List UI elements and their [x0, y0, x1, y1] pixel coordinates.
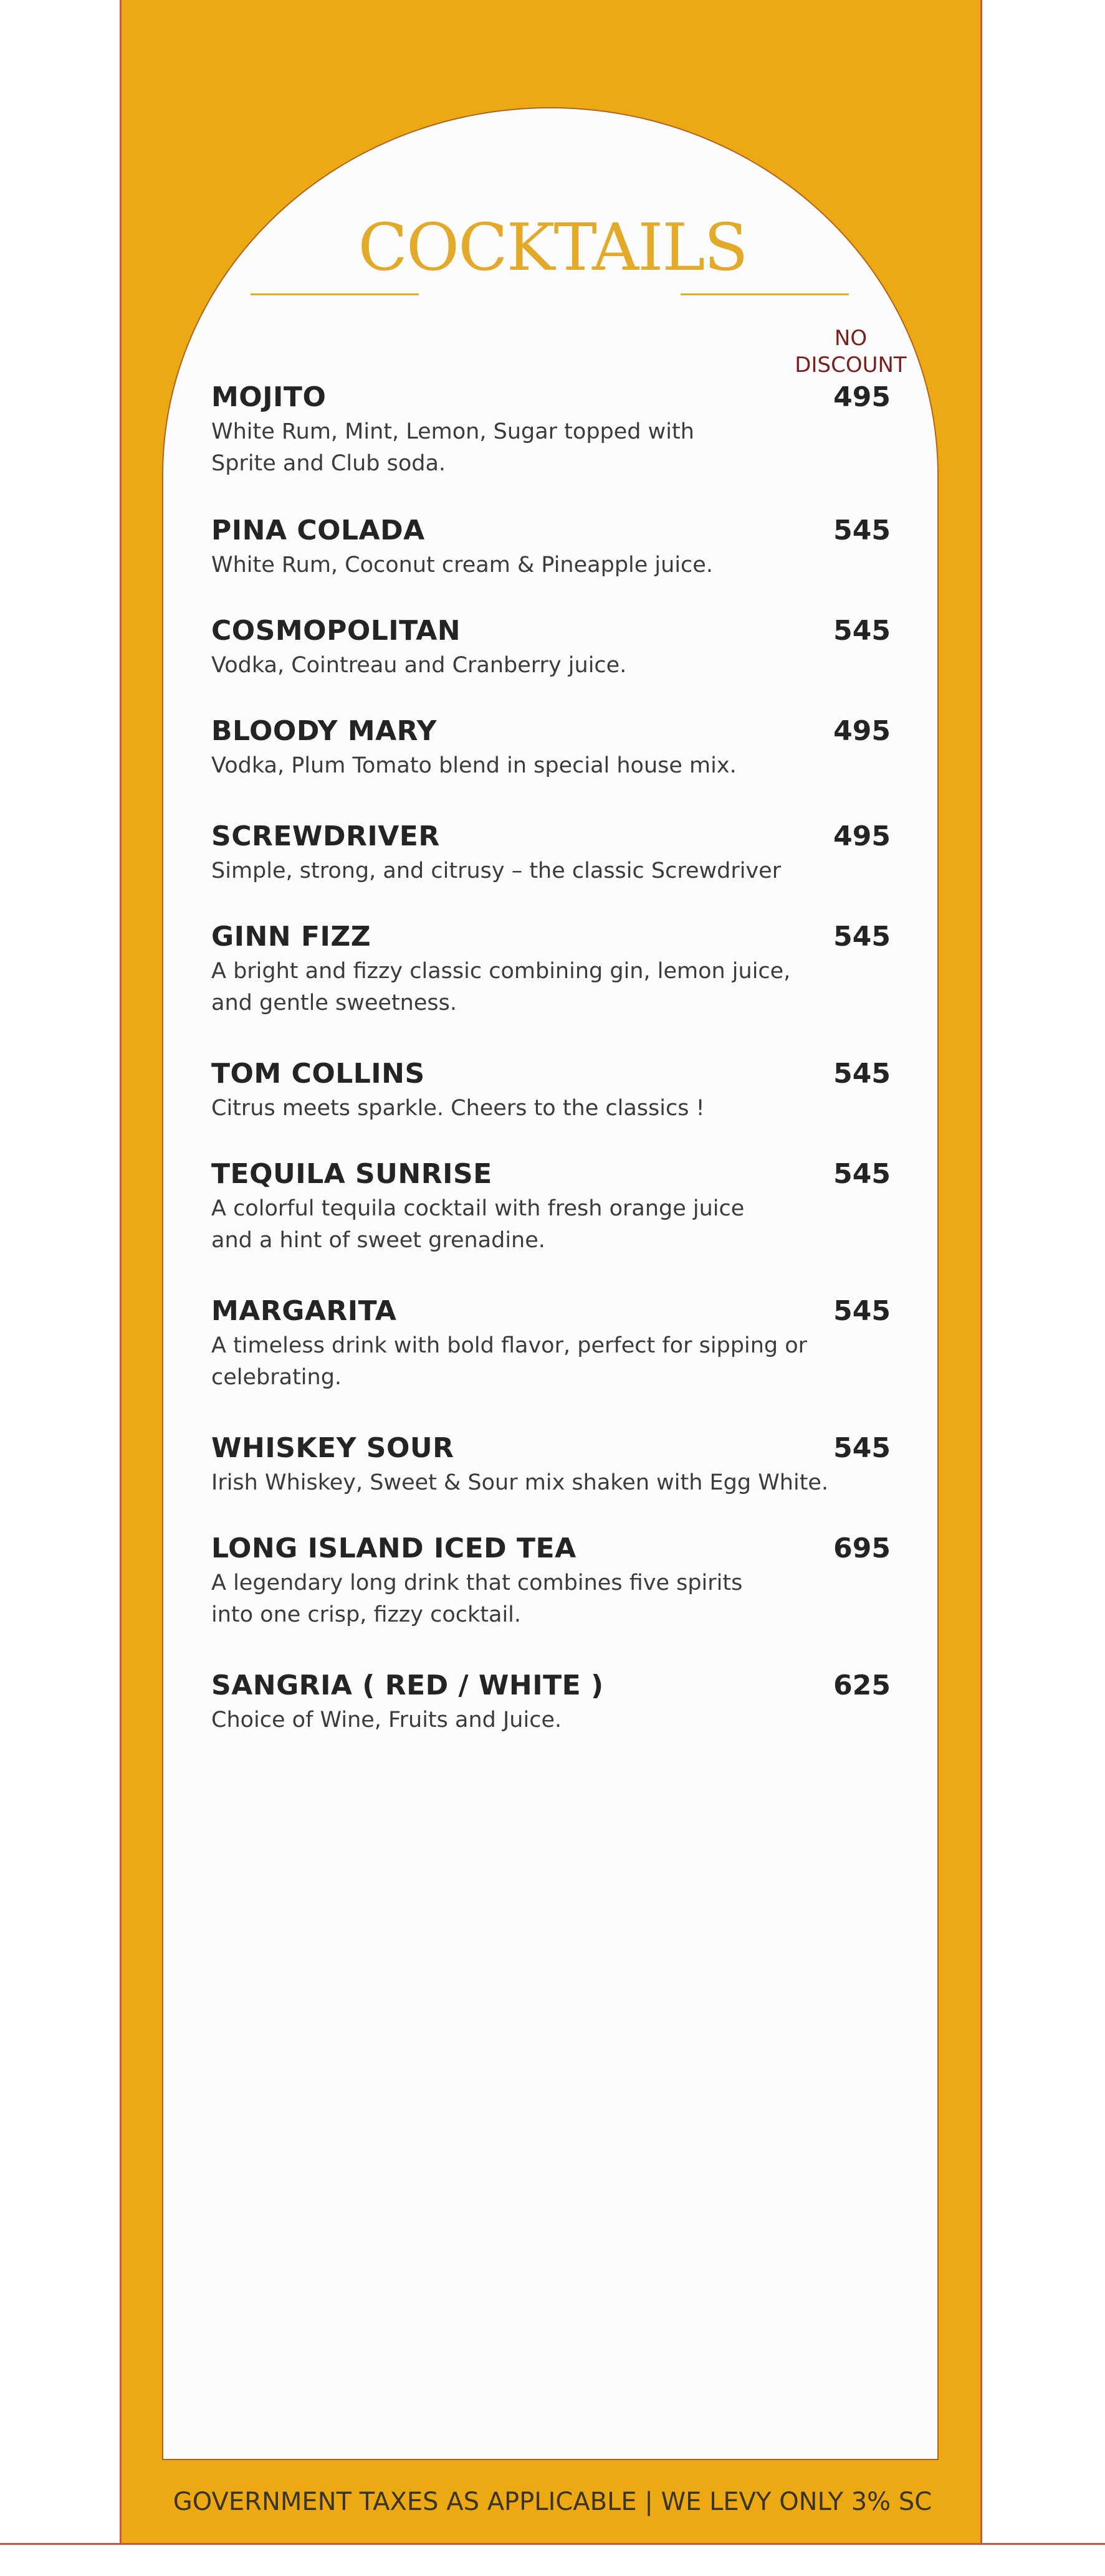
item-description-line: Citrus meets sparkle. Cheers to the classics !: [211, 1096, 705, 1121]
item-description-line: White Rum, Mint, Lemon, Sugar topped with: [211, 419, 694, 444]
title-rule-right: [681, 293, 849, 295]
item-name: WHISKEY SOUR: [211, 1432, 454, 1464]
item-description-line: celebrating.: [211, 1365, 342, 1390]
item-description-line: into one crisp, fizzy cocktail.: [211, 1602, 522, 1627]
item-description: [211, 1193, 744, 1257]
item-name: SANGRIA ( RED / WHITE ): [211, 1670, 604, 1701]
item-description-line: White Rum, Coconut cream & Pineapple juice.: [211, 553, 713, 577]
item-name: TEQUILA SUNRISE: [211, 1158, 492, 1190]
item-price: 545: [833, 515, 891, 546]
item-description-line: A bright and fizzy classic combining gin, lemon juice,: [211, 959, 791, 984]
item-name: LONG ISLAND ICED TEA: [211, 1533, 576, 1564]
item-price: 545: [833, 921, 891, 953]
footer-tax-note: GOVERNMENT TAXES AS APPLICABLE | WE LEVY ONLY 3% SC: [173, 2488, 932, 2516]
item-description: [211, 956, 790, 1019]
item-price: 545: [833, 1432, 891, 1464]
item-price: 495: [833, 820, 891, 852]
item-description: [211, 1704, 562, 1736]
item-price: 545: [833, 1058, 891, 1090]
item-price: 495: [833, 381, 891, 413]
item-price: 625: [833, 1670, 891, 1701]
item-name: MARGARITA: [211, 1295, 397, 1327]
item-description-line: Simple, strong, and citrusy – the classic Screwdriver: [211, 858, 782, 883]
item-name: GINN FIZZ: [211, 921, 371, 953]
menu-title: COCKTAILS: [358, 209, 747, 285]
item-description: [211, 1330, 807, 1394]
item-description: [211, 549, 713, 581]
item-description: [211, 1093, 705, 1124]
item-price: 495: [833, 715, 891, 747]
item-description-line: Choice of Wine, Fruits and Juice.: [211, 1708, 562, 1732]
item-description-line: A colorful tequila cocktail with fresh orange juice: [211, 1196, 745, 1221]
item-price: 545: [833, 615, 891, 647]
item-description: [211, 416, 694, 480]
item-description: [211, 750, 737, 782]
item-name: BLOODY MARY: [211, 715, 437, 747]
item-price: 545: [833, 1158, 891, 1190]
item-description: [211, 855, 781, 887]
item-price: 545: [833, 1295, 891, 1327]
item-description-line: A legendary long drink that combines five spirits: [211, 1571, 743, 1595]
no-discount-line-2: DISCOUNT: [795, 353, 907, 378]
item-description-line: Vodka, Cointreau and Cranberry juice.: [211, 653, 627, 678]
item-description: [211, 650, 626, 682]
item-price: 695: [833, 1533, 891, 1564]
no-discount-line-1: NO: [834, 326, 868, 351]
item-description: [211, 1467, 828, 1499]
item-name: COSMOPOLITAN: [211, 615, 461, 647]
item-description-line: and a hint of sweet grenadine.: [211, 1228, 545, 1253]
no-discount-note: [788, 325, 913, 379]
item-description-line: Irish Whiskey, Sweet & Sour mix shaken with Egg White.: [211, 1470, 829, 1495]
item-description-line: Vodka, Plum Tomato blend in special house mix.: [211, 753, 737, 778]
item-name: MOJITO: [211, 381, 327, 413]
item-description: [211, 1567, 742, 1631]
item-description-line: and gentle sweetness.: [211, 991, 457, 1015]
item-description-line: A timeless drink with bold flavor, perfect for sipping or: [211, 1333, 808, 1358]
item-description-line: Sprite and Club soda.: [211, 451, 446, 476]
item-name: SCREWDRIVER: [211, 820, 440, 852]
title-rule-left: [251, 293, 419, 295]
item-name: TOM COLLINS: [211, 1058, 425, 1090]
item-name: PINA COLADA: [211, 515, 425, 546]
bottom-divider: [0, 2543, 1105, 2545]
